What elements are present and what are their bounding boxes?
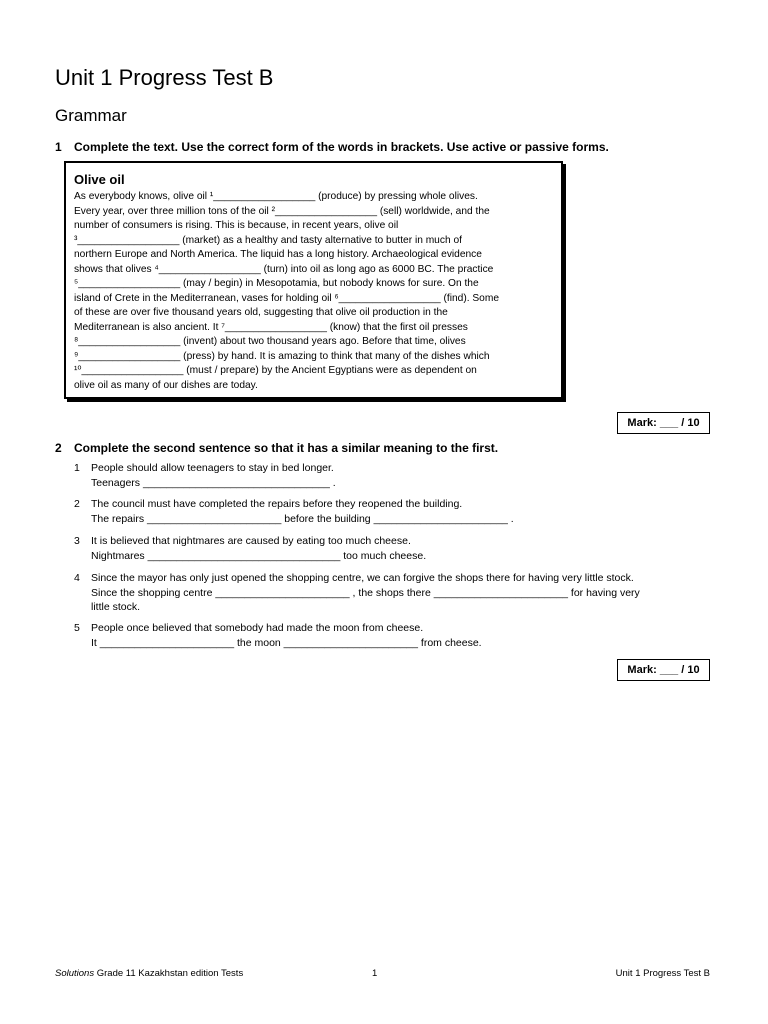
footer-right: Unit 1 Progress Test B xyxy=(615,968,710,979)
item-answer-line: It _______________________ the moon _______________________ from cheese. xyxy=(91,636,482,649)
exercise-number: 2 xyxy=(55,441,62,455)
exercise-number: 1 xyxy=(55,140,62,154)
box-title: Olive oil xyxy=(74,172,125,187)
footer-left xyxy=(55,968,243,980)
page-number: 1 xyxy=(372,968,378,979)
item-prompt: It is believed that nightmares are caused by eating too much cheese. xyxy=(91,535,411,547)
exercise-2-instruction xyxy=(55,440,705,456)
passage-line: ³__________________ (market) as a healthy and tasty alternative to butter in much of xyxy=(74,234,462,246)
passage-line: ⁵__________________ (may / begin) in Mesopotamia, but nobody knows for sure. On the xyxy=(74,278,479,289)
section-heading: Grammar xyxy=(55,106,127,125)
passage-line: ¹⁰__________________ (must / prepare) by the Ancient Egyptians were as dependent on xyxy=(74,365,477,376)
item-answer-line: little stock. xyxy=(91,601,141,614)
passage-line: island of Crete in the Mediterranean, vases for holding oil ⁶__________________ (find). Some xyxy=(74,292,499,304)
page-title: Unit 1 Progress Test B xyxy=(55,65,274,90)
mark-box-exercise-1: Mark: ___ / 10 xyxy=(617,412,710,434)
passage-line: northern Europe and North America. The liquid has a long history. Archaeological evidence xyxy=(74,249,482,260)
passage-line: As everybody knows, olive oil ¹__________________ (produce) by pressing whole olives. xyxy=(74,191,478,202)
item-prompt: The council must have completed the repairs before they reopened the building. xyxy=(91,498,463,510)
item-prompt: People once believed that somebody had made the moon from cheese. xyxy=(91,622,424,634)
item-number: 3 xyxy=(74,535,80,547)
mark-box-exercise-2: Mark: ___ / 10 xyxy=(617,659,710,681)
passage-line: ⁸__________________ (invent) about two thousand years ago. Before that time, olives xyxy=(74,336,466,347)
item-answer-line: Since the shopping centre _______________________ , the shops there _______________________ for having very xyxy=(91,586,640,599)
item-answer-line: Nightmares _________________________________ too much cheese. xyxy=(91,549,427,562)
olive-oil-text-box xyxy=(64,161,563,399)
item-answer-line: Teenagers ________________________________ . xyxy=(91,476,336,489)
question-item xyxy=(74,621,714,651)
item-prompt: People should allow teenagers to stay in bed longer. xyxy=(91,462,334,474)
passage-line: shows that olives ⁴__________________ (turn) into oil as long ago as 6000 BC. The practice xyxy=(74,263,494,275)
passage xyxy=(74,190,558,393)
passage-line: number of consumers is rising. This is because, in recent years, olive oil xyxy=(74,220,399,231)
question-item xyxy=(74,461,714,491)
question-item xyxy=(74,497,714,527)
item-number: 2 xyxy=(74,498,80,510)
footer-series-name: Solutions xyxy=(55,968,95,979)
footer-edition: Grade 11 Kazakhstan edition Tests xyxy=(94,968,244,979)
passage-line: Mediterranean is also ancient. It ⁷__________________ (know) that the first oil presses xyxy=(74,321,468,333)
passage-line: olive oil as many of our dishes are today. xyxy=(74,379,258,391)
passage-line: Every year, over three million tons of the oil ²__________________ (sell) worldwide, and the xyxy=(74,205,490,217)
passage-line: ⁹__________________ (press) by hand. It is amazing to think that many of the dishes which xyxy=(74,350,490,362)
passage-line: of these are over five thousand years old, suggesting that olive oil production in the xyxy=(74,307,448,318)
instruction-text: Complete the text. Use the correct form of the words in brackets. Use active or passive forms. xyxy=(74,140,609,154)
exercise-1-instruction xyxy=(55,139,705,155)
item-number: 1 xyxy=(74,462,80,474)
item-answer-line: The repairs _______________________ before the building _______________________ . xyxy=(91,512,514,525)
instruction-text: Complete the second sentence so that it has a similar meaning to the first. xyxy=(74,441,499,455)
question-item xyxy=(74,534,714,564)
item-number: 5 xyxy=(74,622,80,634)
item-number: 4 xyxy=(74,572,80,584)
question-item xyxy=(74,571,714,616)
item-prompt: Since the mayor has only just opened the shopping centre, we can forgive the shops there for having very little stock. xyxy=(91,572,634,584)
